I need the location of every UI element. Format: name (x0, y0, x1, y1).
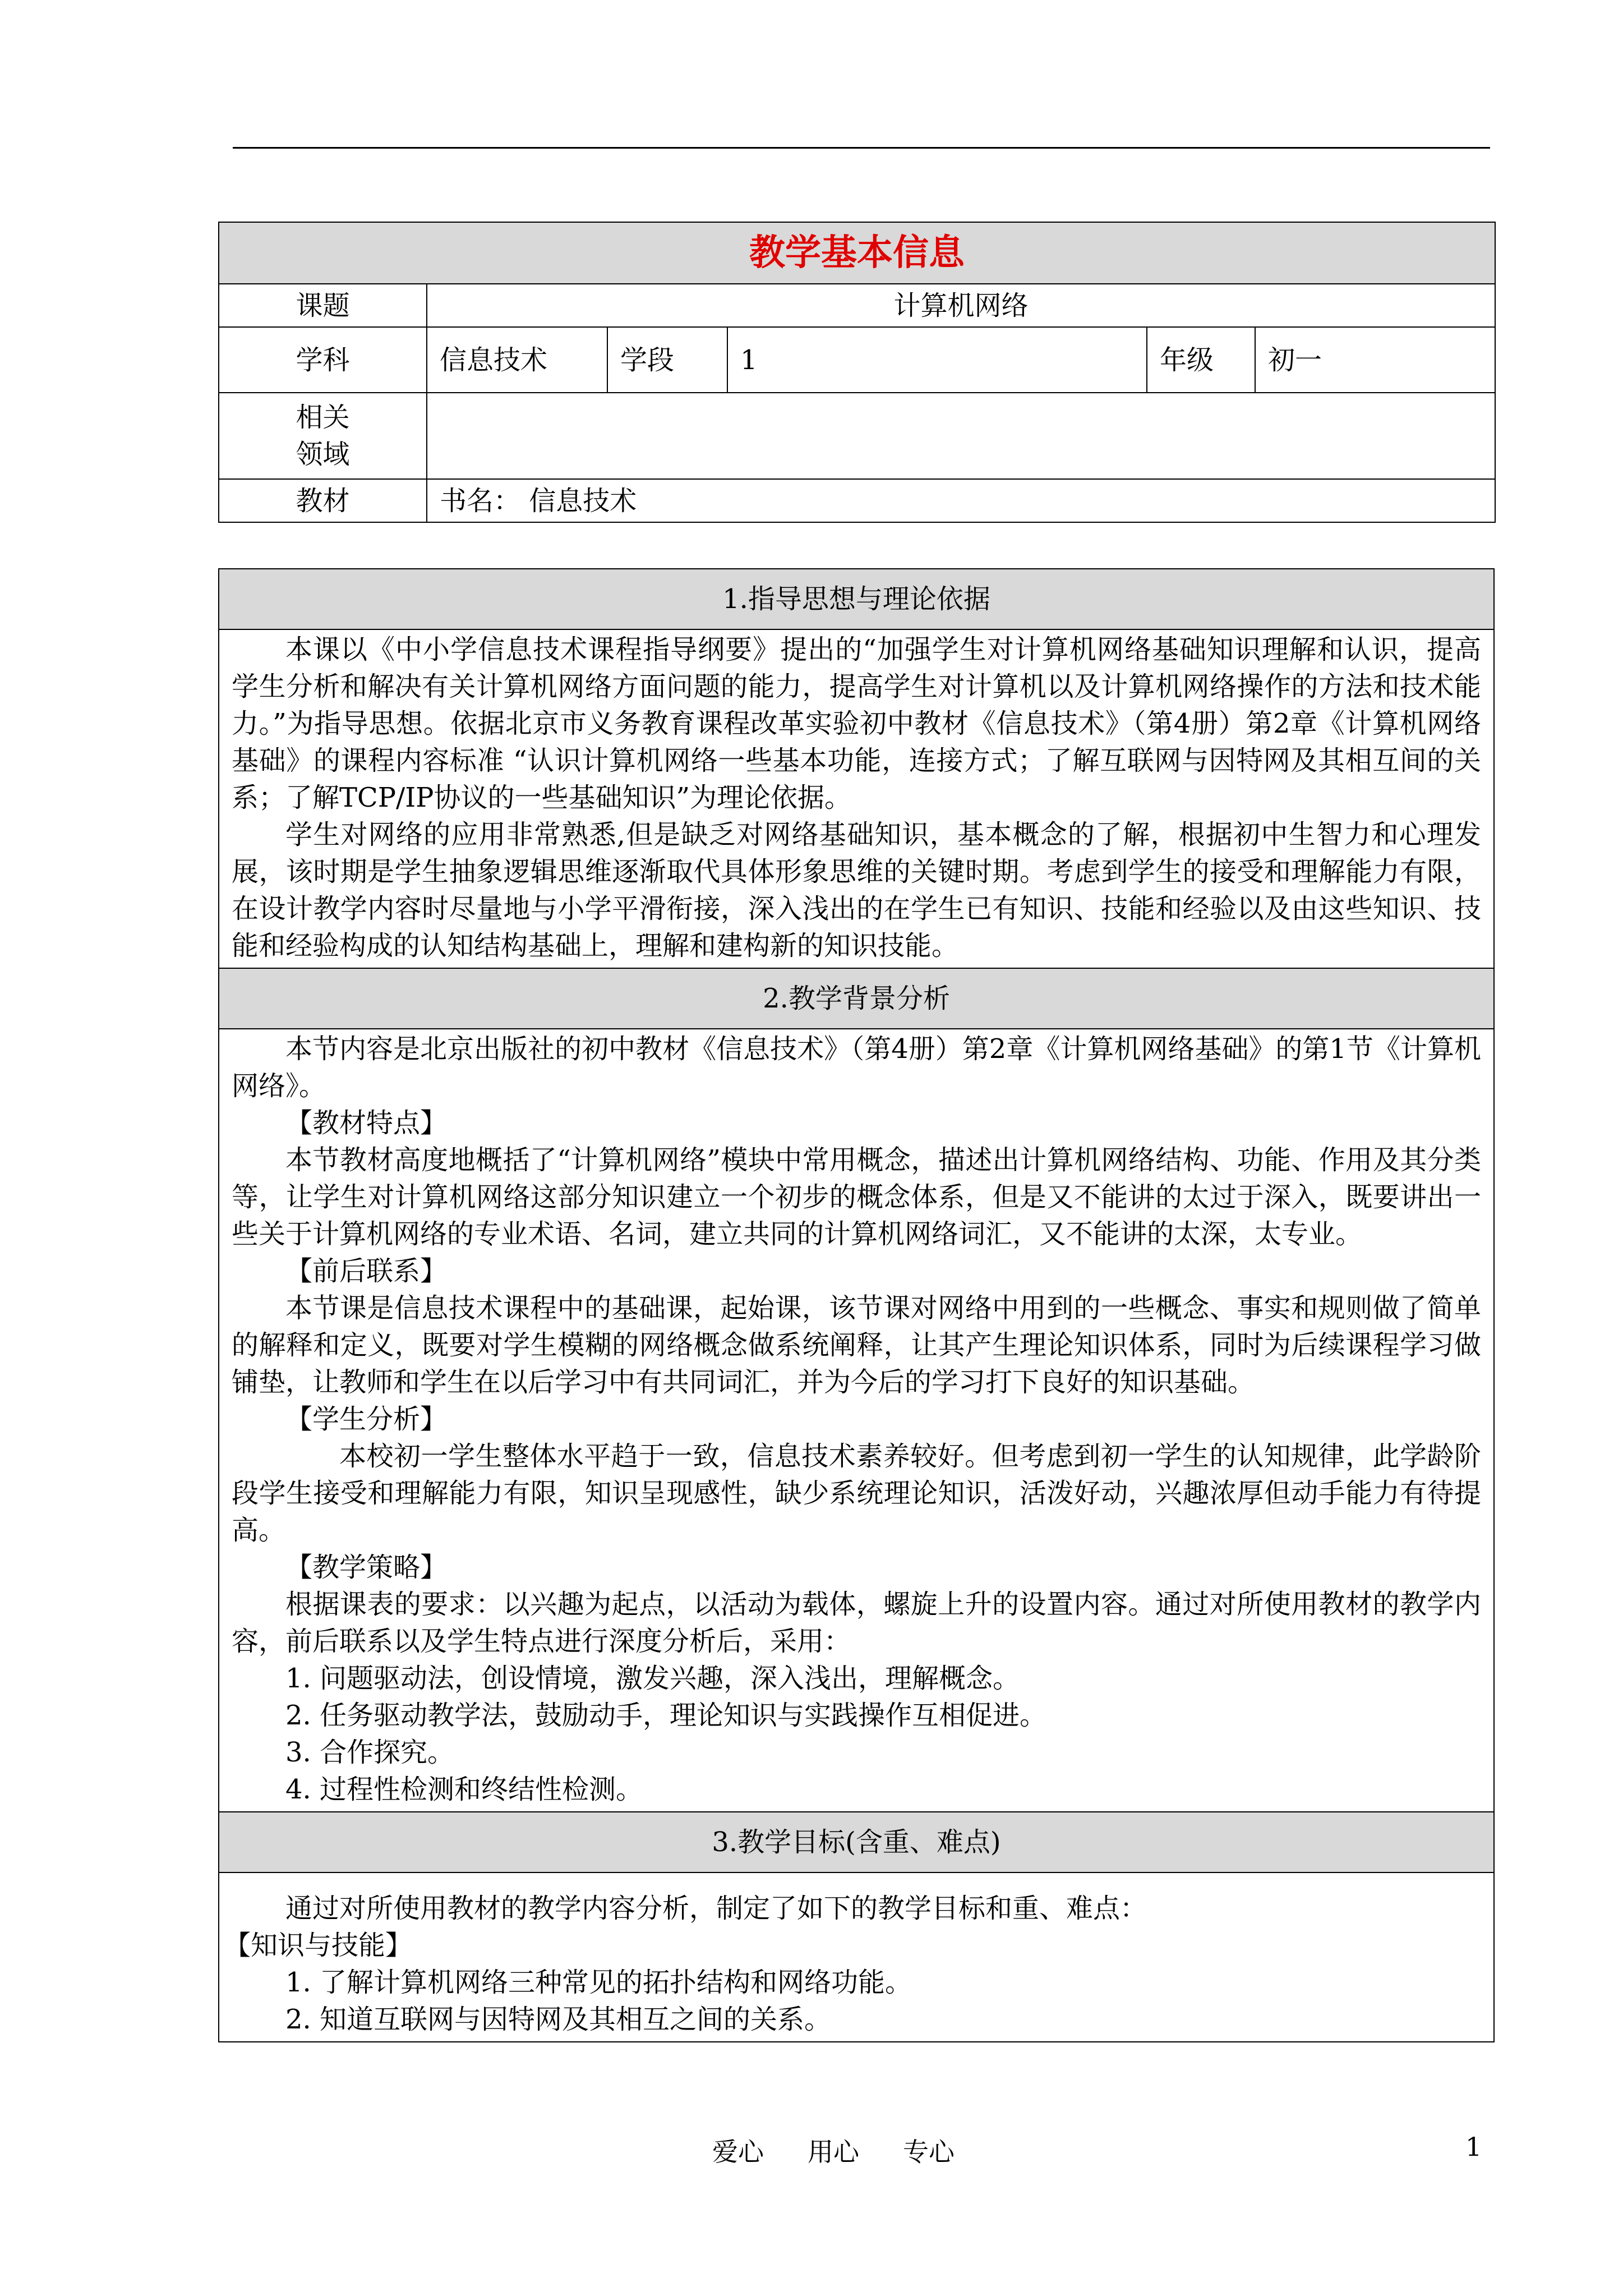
subheading: 【教材特点】 (285, 1107, 448, 1139)
field-label (219, 393, 427, 479)
list-item: 2. 知道互联网与因特网及其相互之间的关系。 (285, 2004, 832, 2035)
page-number: 1 (1465, 2132, 1482, 2162)
teaching-design-table (218, 568, 1495, 2042)
field-value (427, 393, 1495, 479)
subheading: 【知识与技能】 (224, 1930, 413, 1961)
footer-text-right: 专心 (903, 2137, 955, 2167)
footer-text-left: 爱心 (712, 2137, 764, 2167)
list-item: 2. 任务驱动教学法，鼓励动手，理论知识与实践操作互相促进。 (285, 1700, 1047, 1731)
section-heading-guiding-ideas: 1.指导思想与理论依据 (219, 569, 1494, 629)
field-label-line-1: 相关 (296, 402, 350, 433)
section-heading-objectives: 3.教学目标(含重、难点) (219, 1812, 1494, 1872)
subject-label: 学科 (219, 327, 427, 393)
field-label-line-2: 领域 (296, 439, 350, 470)
header-rule (233, 147, 1490, 149)
list-item: 3. 合作探究。 (285, 1737, 455, 1768)
paragraph: 本节内容是北京出版社的初中教材《信息技术》（第4册）第2章《计算机网络基础》的第1节《计算机网络》。 (232, 1033, 1481, 1102)
paragraph: 通过对所使用教材的教学内容分析，制定了如下的教学目标和重、难点： (285, 1893, 1147, 1924)
list-item: 1. 问题驱动法，创设情境，激发兴趣，深入浅出，理解概念。 (285, 1663, 1020, 1694)
paragraph: 根据课表的要求：以兴趣为起点，以活动为载体，螺旋上升的设置内容。通过对所使用教材的教学内容，前后联系以及学生特点进行深度分析后，采用： (232, 1589, 1481, 1657)
paragraph: 本校初一学生整体水平趋于一致，信息技术素养较好。但考虑到初一学生的认知规律，此学龄阶段学生接受和理解能力有限，知识呈现感性，缺少系统理论知识，活泼好动，兴趣浓厚但动手能力有待提高。 (232, 1441, 1481, 1546)
stage-value: 1 (727, 327, 1147, 393)
paragraph: 本节课是信息技术课程中的基础课，起始课，该节课对网络中用到的一些概念、事实和规则做了简单的解释和定义，既要对学生模糊的网络概念做系统阐释，让其产生理论知识体系，同时为后续课程学习做铺垫，让教师和学生在以后学习中有共同词汇，并为今后的学习打下良好的知识基础。 (232, 1292, 1481, 1398)
paragraph: 本课以《中小学信息技术课程指导纲要》提出的“加强学生对计算机网络基础知识理解和认识，提高学生分析和解决有关计算机网络方面问题的能力，提高学生对计算机以及计算机网络操作的方法和技术能力。”为指导思想。依据北京市义务教育课程改革实验初中教材《信息技术》（第4册）第2章《计算机网络基础》的课程内容标准 “认识计算机网络一些基本功能，连接方式；了解互联网与因特网及其相互间的关系；了解TCP/IP协议的一些基础知识”为理论依据。 (232, 634, 1481, 813)
table-title: 教学基本信息 (219, 222, 1495, 284)
paragraph: 学生对网络的应用非常熟悉,但是缺乏对网络基础知识，基本概念的了解，根据初中生智力和心理发展，该时期是学生抽象逻辑思维逐渐取代具体形象思维的关键时期。考虑到学生的接受和理解能力有限，在设计教学内容时尽量地与小学平滑衔接，深入浅出的在学生已有知识、技能和经验以及由这些知识、技能和经验构成的认知结构基础上，理解和建构新的知识技能。 (232, 819, 1481, 961)
paragraph: 本节教材高度地概括了“计算机网络”模块中常用概念，描述出计算机网络结构、功能、作用及其分类等，让学生对计算机网络这部分知识建立一个初步的概念体系，但是又不能讲的太过于深入，既要讲出一些关于计算机网络的专业术语、名词，建立共同的计算机网络词汇，又不能讲的太深，太专业。 (232, 1144, 1481, 1250)
textbook-value: 书名： 信息技术 (427, 479, 1495, 522)
subheading: 【前后联系】 (285, 1255, 448, 1287)
textbook-label: 教材 (219, 479, 427, 522)
footer-text-middle: 用心 (808, 2137, 859, 2167)
grade-label: 年级 (1147, 327, 1255, 393)
section-body-objectives (219, 1872, 1494, 2042)
grade-value: 初一 (1255, 327, 1495, 393)
list-item: 1. 了解计算机网络三种常见的拓扑结构和网络功能。 (285, 1967, 912, 1998)
subject-value: 信息技术 (427, 327, 607, 393)
topic-value: 计算机网络 (427, 284, 1495, 327)
subheading: 【教学策略】 (285, 1552, 448, 1583)
list-item: 4. 过程性检测和终结性检测。 (285, 1774, 643, 1805)
section-body-guiding-ideas (219, 629, 1494, 968)
section-heading-background: 2.教学背景分析 (219, 968, 1494, 1029)
stage-label: 学段 (607, 327, 727, 393)
basic-info-table (218, 222, 1496, 523)
topic-label: 课题 (219, 284, 427, 327)
section-body-background (219, 1029, 1494, 1812)
subheading: 【学生分析】 (285, 1404, 448, 1435)
